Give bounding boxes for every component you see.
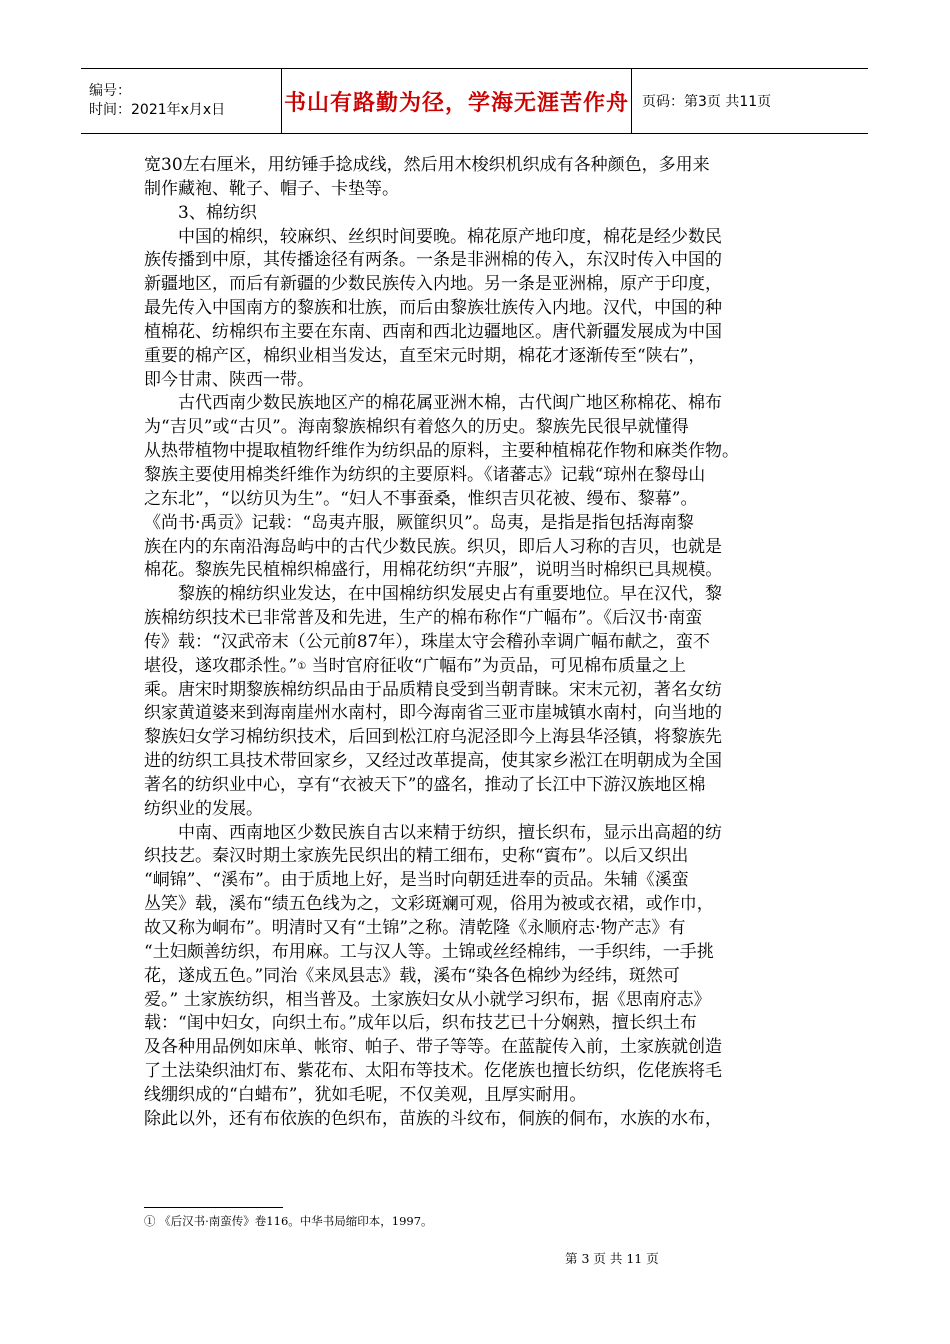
body-line: 植棉花、纺棉织布主要在东南、西南和西北边疆地区。唐代新疆发展成为中国: [144, 321, 722, 342]
body-line-part: 当时官府征收“广幅布”为贡品，可见棉布质量之上: [306, 655, 686, 676]
body-line: 新疆地区，而后有新疆的少数民族传入内地。另一条是亚洲棉，原产于印度，: [144, 274, 722, 295]
document-body: [144, 154, 806, 1132]
body-line: 族棉纺织技术已非常普及和先进，生产的棉布称作“广幅布”。《后汉书·南蛮: [144, 608, 703, 629]
body-line: 棉花。黎族先民植棉织棉盛行，用棉花纺织“卉服”，说明当时棉织已具规模。: [144, 560, 723, 581]
body-line: 进的纺织工具技术带回家乡，又经过改革提高，使其家乡淞江在明朝成为全国: [144, 751, 722, 772]
footnote-divider: [144, 1207, 283, 1208]
body-line: 除此以外，还有布依族的色织布，苗族的斗纹布，侗族的侗布，水族的水布，: [144, 1108, 722, 1129]
body-line: 乘。唐宋时期黎族棉纺织品由于品质精良受到当朝青睐。宋末元初，著名女纺: [144, 679, 722, 700]
body-line: 线绷织成的“白蜡布”，犹如毛呢，不仅美观，且厚实耐用。: [144, 1084, 587, 1105]
body-line: 族传播到中原，其传播途径有两条。一条是非洲棉的传入，东汉时传入中国的: [144, 250, 722, 271]
body-line: 黎族妇女学习棉纺织技术，后回到松江府乌泥泾即今上海县华泾镇，将黎族先: [144, 727, 722, 748]
body-line: 中国的棉织，较麻织、丝织时间要晚。棉花原产地印度，棉花是经少数民: [178, 226, 722, 247]
body-line: 中南、西南地区少数民族自古以来精于纺织，擅长织布，显示出高超的纺: [178, 822, 722, 843]
body-line: 织技艺。秦汉时期土家族先民织出的精工细布，史称“賨布”。以后又织出: [144, 846, 689, 867]
page-info-text: 页码：第3页 共11页: [642, 94, 772, 110]
section-heading: 3、棉纺织: [178, 202, 257, 223]
document-number-label: 编号：: [89, 83, 131, 99]
body-line: 黎族的棉纺织业发达，在中国棉纺织发展史占有重要地位。早在汉代，黎: [178, 584, 722, 605]
body-line: 从热带植物中提取植物纤维作为纺织品的原料，主要种植棉花作物和麻类作物。: [144, 441, 739, 462]
body-line: 《尚书·禹贡》记载：“岛夷卉服，厥篚织贝”。岛夷，是指是指包括海南黎: [144, 512, 694, 533]
body-line: 为“吉贝”或“古贝”。海南黎族棉织有着悠久的历史。黎族先民很早就懂得: [144, 417, 689, 438]
body-line: 著名的纺织业中心，享有“衣被天下”的盛名，推动了长江中下游汉族地区棉: [144, 774, 706, 795]
body-line: 爱。” 土家族纺织，相当普及。土家族妇女从小就学习织布，据《思南府志》: [144, 989, 711, 1010]
body-line: 及各种用品例如床单、帐帘、帕子、带子等等。在蓝靛传入前，土家族就创造: [144, 1037, 722, 1058]
page-footer: 第 3 页 共 11 页: [565, 1251, 659, 1266]
body-line: “峒锦”、“溪布”。由于质地上好，是当时向朝廷进奉的贡品。朱辅《溪蛮: [144, 870, 689, 891]
page-header: [81, 68, 868, 134]
body-line: 花，遂成五色。”同治《来凤县志》载，溪布“染各色棉纱为经纬，斑然可: [144, 965, 680, 986]
header-motto-cell: [282, 69, 632, 133]
body-line: 最先传入中国南方的黎族和壮族，而后由黎族壮族传入内地。汉代，中国的种: [144, 298, 722, 319]
header-meta: [81, 69, 282, 133]
body-line: [144, 655, 806, 679]
body-line: 宽30左右厘米，用纺锤手捻成线，然后用木梭织机织成有各种颜色，多用来: [144, 155, 710, 175]
body-line: 即今甘肃、陕西一带。: [144, 369, 314, 390]
body-line: 载：“闺中妇女，向织土布。”成年以后，织布技艺已十分娴熟，擅长织土布: [144, 1013, 697, 1034]
body-line: 故又称为峒布”。明清时又有“土锦”之称。清乾隆《永顺府志·物产志》有: [144, 918, 686, 938]
footnote-text: ① 《后汉书·南蛮传》卷116。中华书局缩印本，1997。: [144, 1214, 433, 1228]
body-line: 传》载：“汉武帝末（公元前87年），珠崖太守会稽孙幸调广幅布献之，蛮不: [144, 631, 710, 652]
body-line-part: 堪役，遂攻郡杀性。”: [144, 655, 298, 676]
footnote-marker: ①: [297, 660, 307, 672]
body-line: “土妇颇善纺织，布用麻。工与汉人等。土锦或丝经棉纬，一手织纬，一手挑: [144, 941, 714, 962]
body-line: 族在内的东南沿海岛屿中的古代少数民族。织贝，即后人习称的吉贝，也就是: [144, 536, 722, 557]
body-line: 织家黄道婆来到海南崖州水南村，即今海南省三亚市崖城镇水南村，向当地的: [144, 703, 722, 724]
body-line: 黎族主要使用棉类纤维作为纺织的主要原料。《诸蕃志》记载“琼州在黎母山: [144, 464, 706, 485]
header-page-info: [632, 69, 868, 133]
document-time-label: 时间：2021年x月x日: [89, 102, 226, 118]
body-line: 古代西南少数民族地区产的棉花属亚洲木棉，古代闽广地区称棉花、棉布: [178, 393, 722, 414]
body-line: 重要的棉产区，棉织业相当发达，直至宋元时期，棉花才逐渐传至“陕右”，: [144, 345, 706, 366]
body-line: 纺织业的发展。: [144, 798, 263, 819]
header-motto: 书山有路勤为径，学海无涯苦作舟: [283, 90, 629, 116]
body-line: 之东北”，“以纺贝为生”。“妇人不事蚕桑，惟织吉贝花被、缦布、黎幕”。: [144, 488, 698, 509]
body-line: 制作藏袍、靴子、帽子、卡垫等。: [144, 178, 399, 199]
body-line: 了土法染织油灯布、紫花布、太阳布等技术。仡佬族也擅长纺织，仡佬族将毛: [144, 1061, 722, 1082]
body-line: 丛笑》载，溪布“绩五色线为之，文彩斑斓可观，俗用为被或衣裙，或作巾，: [144, 894, 714, 915]
